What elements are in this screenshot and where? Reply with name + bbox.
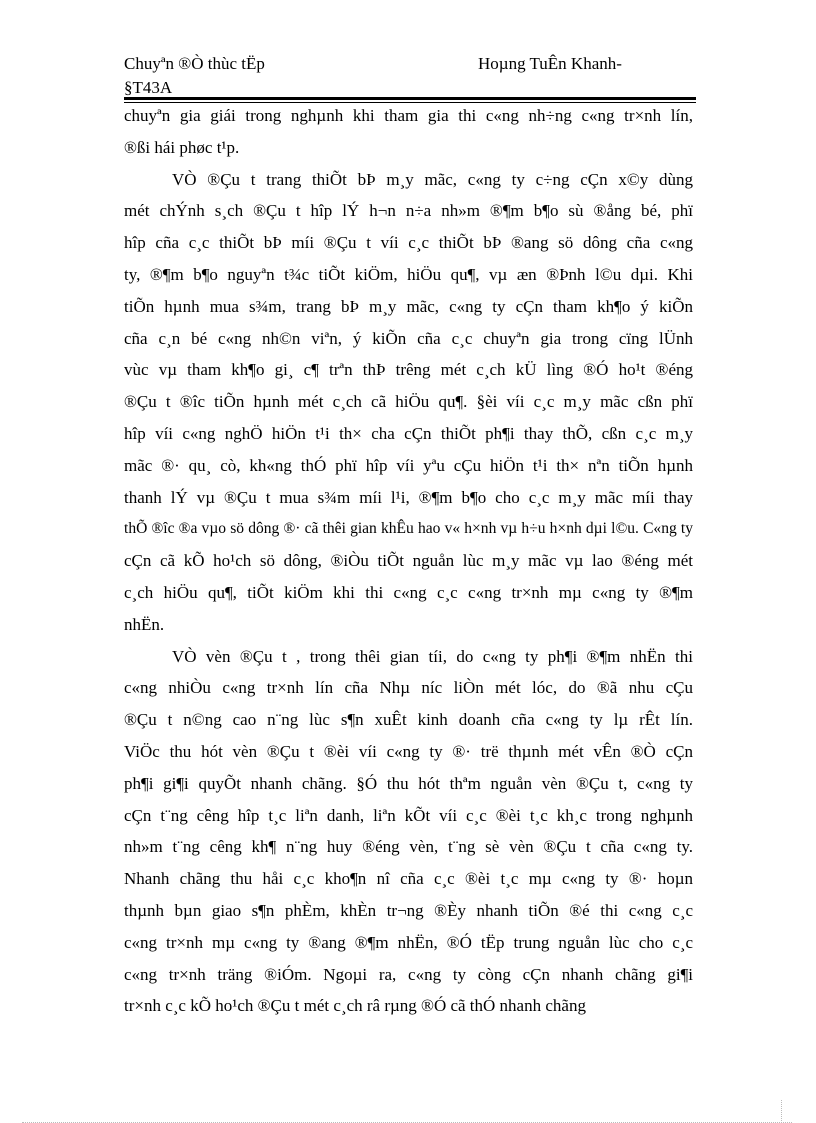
header-class: §T43A [124, 78, 173, 97]
text-line: thµnh bµn giao s¶n phÈm, khÈn tr¬ng ®Èy nhanh tiÕn ®é thi c«ng c¸c [124, 900, 693, 920]
text-line: cÇn cã kÕ ho¹ch sö dông, ®iÒu tiÕt nguån lùc m¸y mãc vµ lao ®éng mét [124, 551, 693, 571]
text-line: Nhanh chãng thu håi c¸c kho¶n nî cña c¸c ®èi t¸c mµ c«ng ty ®· hoµn [124, 869, 693, 889]
header-left [124, 52, 384, 100]
text-line: vùc vµ tham kh¶o gi¸ c¶ trªn thÞ trêng mét c¸ch kÜ lìng ®Ó ho¹t ®éng [124, 360, 693, 380]
text-line: thanh lÝ vµ ®Çu t mua s¾m míi l¹i, ®¶m b¶o cho c¸c m¸y mãc míi thay [124, 487, 693, 507]
text-line: hîp víi c«ng nghÖ hiÖn t¹i th× cha cÇn thiÕt ph¶i thay thÕ, cßn c¸c m¸y [124, 423, 693, 443]
text-line: ®ßi hái phøc t¹p. [124, 137, 240, 157]
header-topic: Chuyªn ®Ò thùc tËp [124, 54, 265, 73]
text-line: ph¶i gi¶i quyÕt nhanh chãng. §Ó thu hót thªm nguån vèn ®Çu t, c«ng ty [124, 773, 693, 793]
body-text [124, 100, 693, 1022]
paragraph [124, 100, 693, 164]
text-line: VÒ vèn ®Çu t , trong thêi gian tíi, do c«ng ty ph¶i ®¶m nhËn thi [172, 646, 693, 666]
text-line: c«ng nhiÒu c«ng tr×nh lín cña Nhµ níc liÒn mét lóc, do ®ã nhu cÇu [124, 678, 693, 698]
text-line: nh»m t¨ng cêng kh¶ n¨ng huy ®éng vèn, t¨ng sè vèn ®Çu t cña c«ng ty. [124, 837, 693, 857]
text-line: cÇn t¨ng cêng hîp t¸c liªn danh, liªn kÕt víi c¸c ®èi t¸c kh¸c trong nghµnh [124, 805, 693, 825]
text-line: c¸ch hiÖu qu¶, tiÕt kiÖm khi thi c«ng c¸c c«ng tr×nh mµ c«ng ty ®¶m [124, 582, 693, 602]
text-line: ViÖc thu hót vèn ®Çu t ®èi víi c«ng ty ®· trë thµnh mét vÊn ®Ò cÇn [124, 741, 693, 761]
text-line: tr×nh c¸c kÕ ho¹ch ®Çu t mét c¸ch râ rµng ®Ó cã thÓ nhanh chãng [124, 996, 586, 1016]
text-line: hîp cña c¸c thiÕt bÞ míi ®Çu t víi c¸c thiÕt bÞ ®ang sö dông cña c«ng [124, 233, 693, 253]
text-line: c«ng tr×nh mµ c«ng ty ®ang ®¶m nhËn, ®Ó tËp trung nguån lùc cho c¸c [124, 932, 693, 952]
text-line: cña c¸n bé c«ng nh©n viªn, ý kiÕn cña c¸c chuyªn gia trong cïng lÜnh [124, 328, 693, 348]
text-line: mãc ®· qu¸ cò, kh«ng thÓ phï hîp víi yªu cÇu hiÖn t¹i th× nªn tiÕn hµnh [124, 455, 693, 475]
text-line: tiÕn hµnh mua s¾m, trang bÞ m¸y mãc, c«ng ty cÇn tham kh¶o ý kiÕn [124, 296, 693, 316]
text-line: nhËn. [124, 614, 165, 634]
text-line: mét chÝnh s¸ch ®Çu t hîp lÝ h¬n n÷a nh»m ®¶m b¶o sù ®ång bé, phï [124, 201, 693, 221]
text-line: ty, ®¶m b¶o nguyªn t¾c tiÕt kiÖm, hiÖu qu¶, vµ æn ®Þnh l©u dµi. Khi [124, 264, 693, 284]
text-line: thÕ ®îc ®a vµo sö dông ®· cã thêi gian khÊu hao v« h×nh vµ h÷u h×nh dµi l©u. C«ng ty [124, 520, 693, 538]
header-author: Hoµng TuÊn Khanh- [478, 54, 622, 73]
text-line: ®Çu t n©ng cao n¨ng lùc s¶n xuÊt kinh doanh cña c«ng ty lµ rÊt lín. [124, 710, 693, 730]
text-line: chuyªn gia giái trong nghµnh khi tham gia thi c«ng nh÷ng c«ng tr×nh lín, [124, 106, 693, 125]
text-line: VÒ ®Çu t trang thiÕt bÞ m¸y mãc, c«ng ty c÷ng cÇn x©y dùng [172, 169, 693, 189]
paragraph [124, 164, 693, 641]
page-corner-mark [781, 1100, 782, 1123]
text-line: ®Çu t ®îc tiÕn hµnh mét c¸ch cã hiÖu qu¶. §èi víi c¸c m¸y mãc cßn phï [124, 392, 693, 412]
paragraph [124, 641, 693, 1023]
text-line: c«ng tr×nh träng ®iÓm. Ngoµi ra, c«ng ty còng cÇn nhanh chãng gi¶i [124, 964, 693, 984]
